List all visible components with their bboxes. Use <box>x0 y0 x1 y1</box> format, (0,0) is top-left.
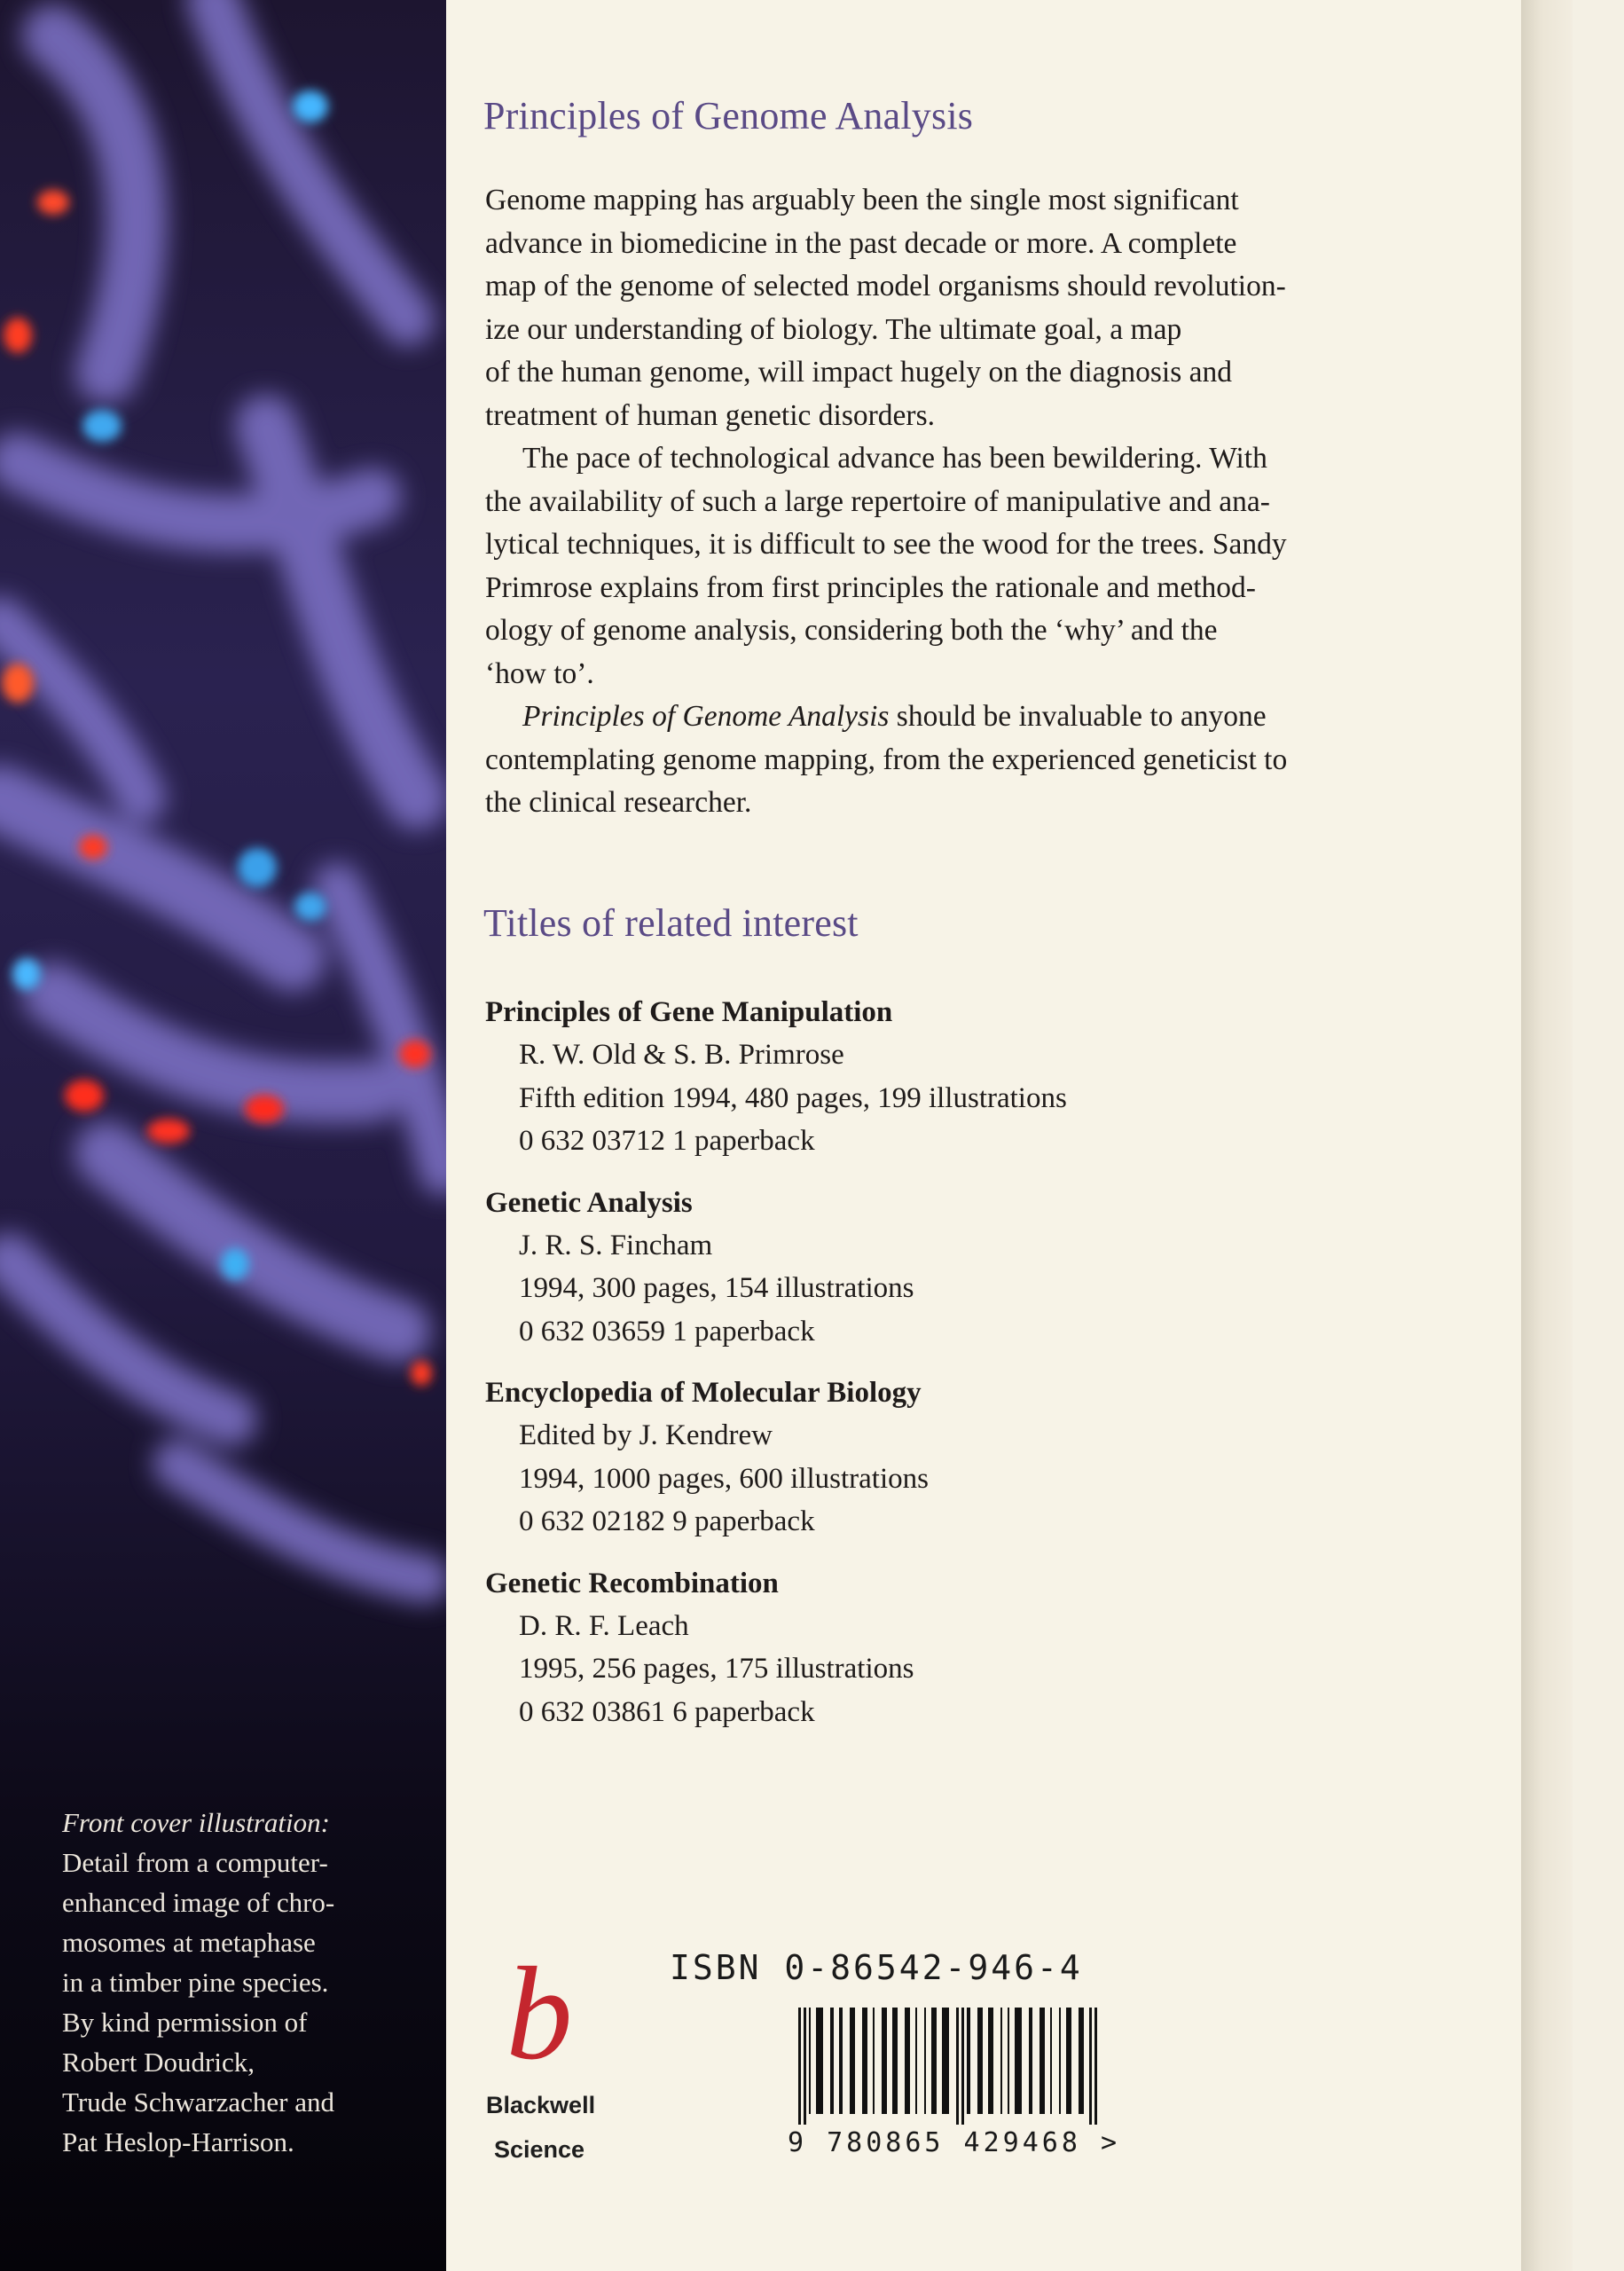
related-book-details: 1994, 1000 pages, 600 illustrations <box>519 1462 929 1495</box>
related-book-title: Principles of Gene Manipulation <box>485 996 893 1028</box>
blurb-line: the availability of such a large repertoire of manipulative and ana- <box>485 484 1270 518</box>
barcode-bar <box>1015 2008 1022 2114</box>
blurb-line: Genome mapping has arguably been the single most significant <box>485 184 1239 216</box>
blurb-line: the clinical researcher. <box>485 786 752 819</box>
publisher-name-line2: Science <box>493 2136 585 2163</box>
book-title-heading: Principles of Genome Analysis <box>483 94 974 138</box>
barcode-bar <box>1029 2008 1032 2114</box>
related-book-details: 1994, 300 pages, 154 illustrations <box>519 1272 914 1304</box>
barcode-bar <box>1050 2008 1052 2114</box>
barcode-bar <box>873 2008 875 2114</box>
book-title-italic: Principles of Genome Analysis <box>522 700 890 733</box>
barcode-bar <box>862 2008 867 2114</box>
blurb-line: ize our understanding of biology. The ultimate goal, a map <box>485 312 1182 346</box>
barcode-bar <box>905 2008 910 2114</box>
barcode-bar <box>1094 2008 1097 2125</box>
barcode-bar <box>1008 2008 1009 2114</box>
barcode-bar <box>988 2008 993 2114</box>
related-book-title: Genetic Analysis <box>485 1186 693 1219</box>
barcode-bar <box>809 2008 811 2114</box>
barcode-bar <box>924 2008 926 2114</box>
related-book <box>485 1563 1461 1734</box>
related-book-details: 1995, 256 pages, 175 illustrations <box>519 1653 914 1685</box>
blurb-line <box>485 695 1496 739</box>
caption-line: By kind permission of <box>62 2007 308 2038</box>
barcode-bar <box>1079 2008 1084 2114</box>
barcode-bar <box>850 2008 855 2114</box>
blurb-line-rest: should be invaluable to anyone <box>889 700 1267 733</box>
blurb-line: ology of genome analysis, considering both the ‘why’ and the <box>485 614 1218 647</box>
blurb-line: The pace of technological advance has been bewildering. With <box>522 442 1267 475</box>
blurb-line: advance in biomedicine in the past decade or more. A complete <box>485 226 1237 260</box>
caption-line: enhanced image of chro- <box>62 1887 335 1918</box>
barcode-number: 9 780865 429468 > <box>788 2127 1121 2158</box>
barcode-bar <box>816 2008 823 2114</box>
barcode-bar <box>1000 2008 1002 2114</box>
barcode-bar <box>830 2008 834 2114</box>
caption-line: Trude Schwarzacher and <box>62 2086 335 2118</box>
barcode-bar <box>956 2008 959 2125</box>
related-book <box>485 1183 1461 1354</box>
related-book-title: Genetic Recombination <box>485 1567 779 1599</box>
blurb-line: contemplating genome mapping, from the experienced geneticist to <box>485 743 1288 776</box>
blurb-line: Primrose explains from first principles the rationale and method- <box>485 570 1256 604</box>
barcode-bar <box>977 2008 983 2114</box>
blurb-line: map of the genome of selected model organisms should revolution- <box>485 270 1286 303</box>
related-book <box>485 1372 1461 1544</box>
barcode-bar <box>1089 2008 1092 2125</box>
caption-title: Front cover illustration: <box>62 1807 330 1838</box>
related-book-isbn: 0 632 03712 1 paperback <box>519 1125 815 1157</box>
caption-line: Detail from a computer- <box>62 1847 328 1878</box>
cover-illustration-caption <box>62 1803 426 2162</box>
barcode-bar <box>967 2008 970 2114</box>
barcode-bar <box>892 2008 898 2114</box>
related-book-author: Edited by J. Kendrew <box>519 1419 773 1451</box>
related-book-author: R. W. Old & S. B. Primrose <box>519 1039 844 1071</box>
related-book-author: D. R. F. Leach <box>519 1609 689 1642</box>
barcode-icon <box>796 2008 1098 2125</box>
caption-line: in a timber pine species. <box>62 1967 329 1998</box>
blurb-line: lytical techniques, it is difficult to see the wood for the trees. Sandy <box>485 528 1287 561</box>
barcode-bar <box>882 2008 887 2114</box>
related-titles-heading: Titles of related interest <box>483 901 859 945</box>
related-book-details: Fifth edition 1994, 480 pages, 199 illustrations <box>519 1081 1067 1114</box>
barcode-bar <box>961 2008 964 2125</box>
barcode-bar <box>798 2008 801 2125</box>
blurb-line: of the human genome, will impact hugely on the diagnosis and <box>485 356 1232 389</box>
logo-b-icon: b <box>506 1940 573 2087</box>
barcode-bar <box>942 2008 949 2114</box>
related-book-author: J. R. S. Fincham <box>519 1229 713 1261</box>
book-description <box>485 179 1496 825</box>
related-titles-list <box>485 992 1461 1753</box>
related-book-title: Encyclopedia of Molecular Biology <box>485 1377 922 1409</box>
blurb-line: treatment of human genetic disorders. <box>485 398 935 432</box>
publisher-name-line1: Blackwell <box>486 2092 596 2118</box>
related-book-isbn: 0 632 03659 1 paperback <box>519 1315 815 1348</box>
cover-edge-shadow <box>1521 0 1573 2271</box>
caption-line: Robert Doudrick, <box>62 2047 255 2078</box>
related-book <box>485 992 1461 1163</box>
caption-line: Pat Heslop-Harrison. <box>62 2126 294 2157</box>
blackwell-science-logo <box>486 1940 596 2165</box>
barcode-bar <box>1059 2008 1061 2114</box>
isbn-label: ISBN 0-86542-946-4 <box>670 1948 1083 1987</box>
cover-photo-chromosomes <box>0 0 446 2271</box>
barcode-bar <box>1040 2008 1045 2114</box>
related-book-isbn: 0 632 03861 6 paperback <box>519 1695 815 1728</box>
caption-line: mosomes at metaphase <box>62 1927 316 1958</box>
barcode-bar <box>839 2008 843 2114</box>
barcode-bar <box>931 2008 937 2114</box>
related-book-isbn: 0 632 02182 9 paperback <box>519 1505 815 1537</box>
blurb-line: ‘how to’. <box>485 656 594 690</box>
barcode-bar <box>915 2008 917 2114</box>
barcode-bar <box>1066 2008 1071 2114</box>
barcode-bar <box>804 2008 806 2125</box>
